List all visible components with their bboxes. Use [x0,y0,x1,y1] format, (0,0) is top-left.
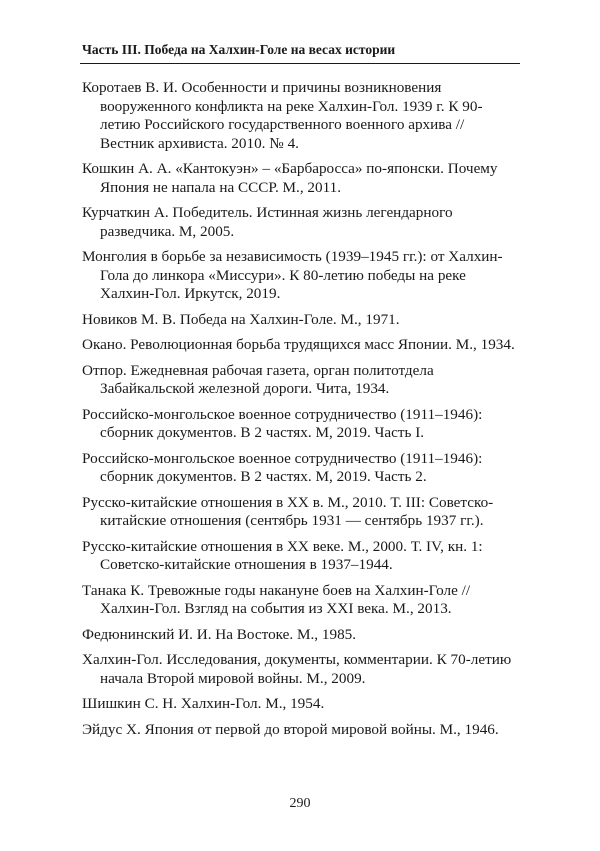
bibliography-entry: Танака К. Тревожные годы накануне боев на Халхин-Голе // Халхин-Гол. Взгляд на события из XXI века. М., 2013. [82,581,471,617]
bibliography-entry: Отпор. Ежедневная рабочая газета, орган политотдела Забайкальской железной дороги. Чита, 1934. [82,361,434,397]
bibliography-entry: Халхин-Гол. Исследования, документы, комментарии. К 70-летию начала Второй мировой войны. М., 2009. [82,651,512,687]
bibliography-entry: Федюнинский И. И. На Востоке. М., 1985. [82,625,357,643]
bibliography-entry: Шишкин С. Н. Халхин-Гол. М., 1954. [82,695,325,712]
bibliography-entry: Окано. Революционная борьба трудящихся масс Японии. М., 1934. [82,336,515,353]
bibliography-list [82,79,520,746]
bibliography-entry: Российско-монгольское военное сотрудничество (1911–1946): сборник документов. В 2 частях. М, 2019. Часть 2. [82,449,483,485]
bibliography-entry: Кошкин А. А. «Кантокуэн» – «Барбаросса» по-японски. Почему Япония не напала на СССР. М., 2011. [82,160,498,196]
page-number: 290 [289,796,311,811]
bibliography-entry: Монголия в борьбе за независимость (1939–1945 гг.): от Халхин-Гола до линкора «Миссури». К 80-летию победы на реке Халхин-Гол. Иркутск, 2019. [82,248,503,302]
bibliography-entry: Российско-монгольское военное сотрудничество (1911–1946): сборник документов. В 2 частях. М, 2019. Часть I. [82,405,483,441]
bibliography-entry: Курчаткин А. Победитель. Истинная жизнь легендарного разведчика. М, 2005. [82,204,453,240]
header-rule [80,63,520,64]
bibliography-entry: Эйдус Х. Япония от первой до второй мировой войны. М., 1946. [82,720,499,738]
running-head: Часть III. Победа на Халхин-Голе на весах истории [82,42,396,57]
bibliography-entry: Коротаев В. И. Особенности и причины возникновения вооруженного конфликта на реке Халхин-Гол. 1939 г. К 90-летию Российского государственного военного архива // Вестник архивиста. 2010. № 4. [82,79,483,152]
bibliography-entry: Русско-китайские отношения в XX веке. М., 2000. Т. IV, кн. 1: Советско-китайские отношения в 1937–1944. [82,537,483,573]
bibliography-entry: Новиков М. В. Победа на Халхин-Голе. М., 1971. [82,310,400,328]
bibliography-entry: Русско-китайские отношения в XX в. М., 2010. Т. III: Советско-китайские отношения (сентябрь 1931 — сентябрь 1937 гг.). [82,493,494,529]
